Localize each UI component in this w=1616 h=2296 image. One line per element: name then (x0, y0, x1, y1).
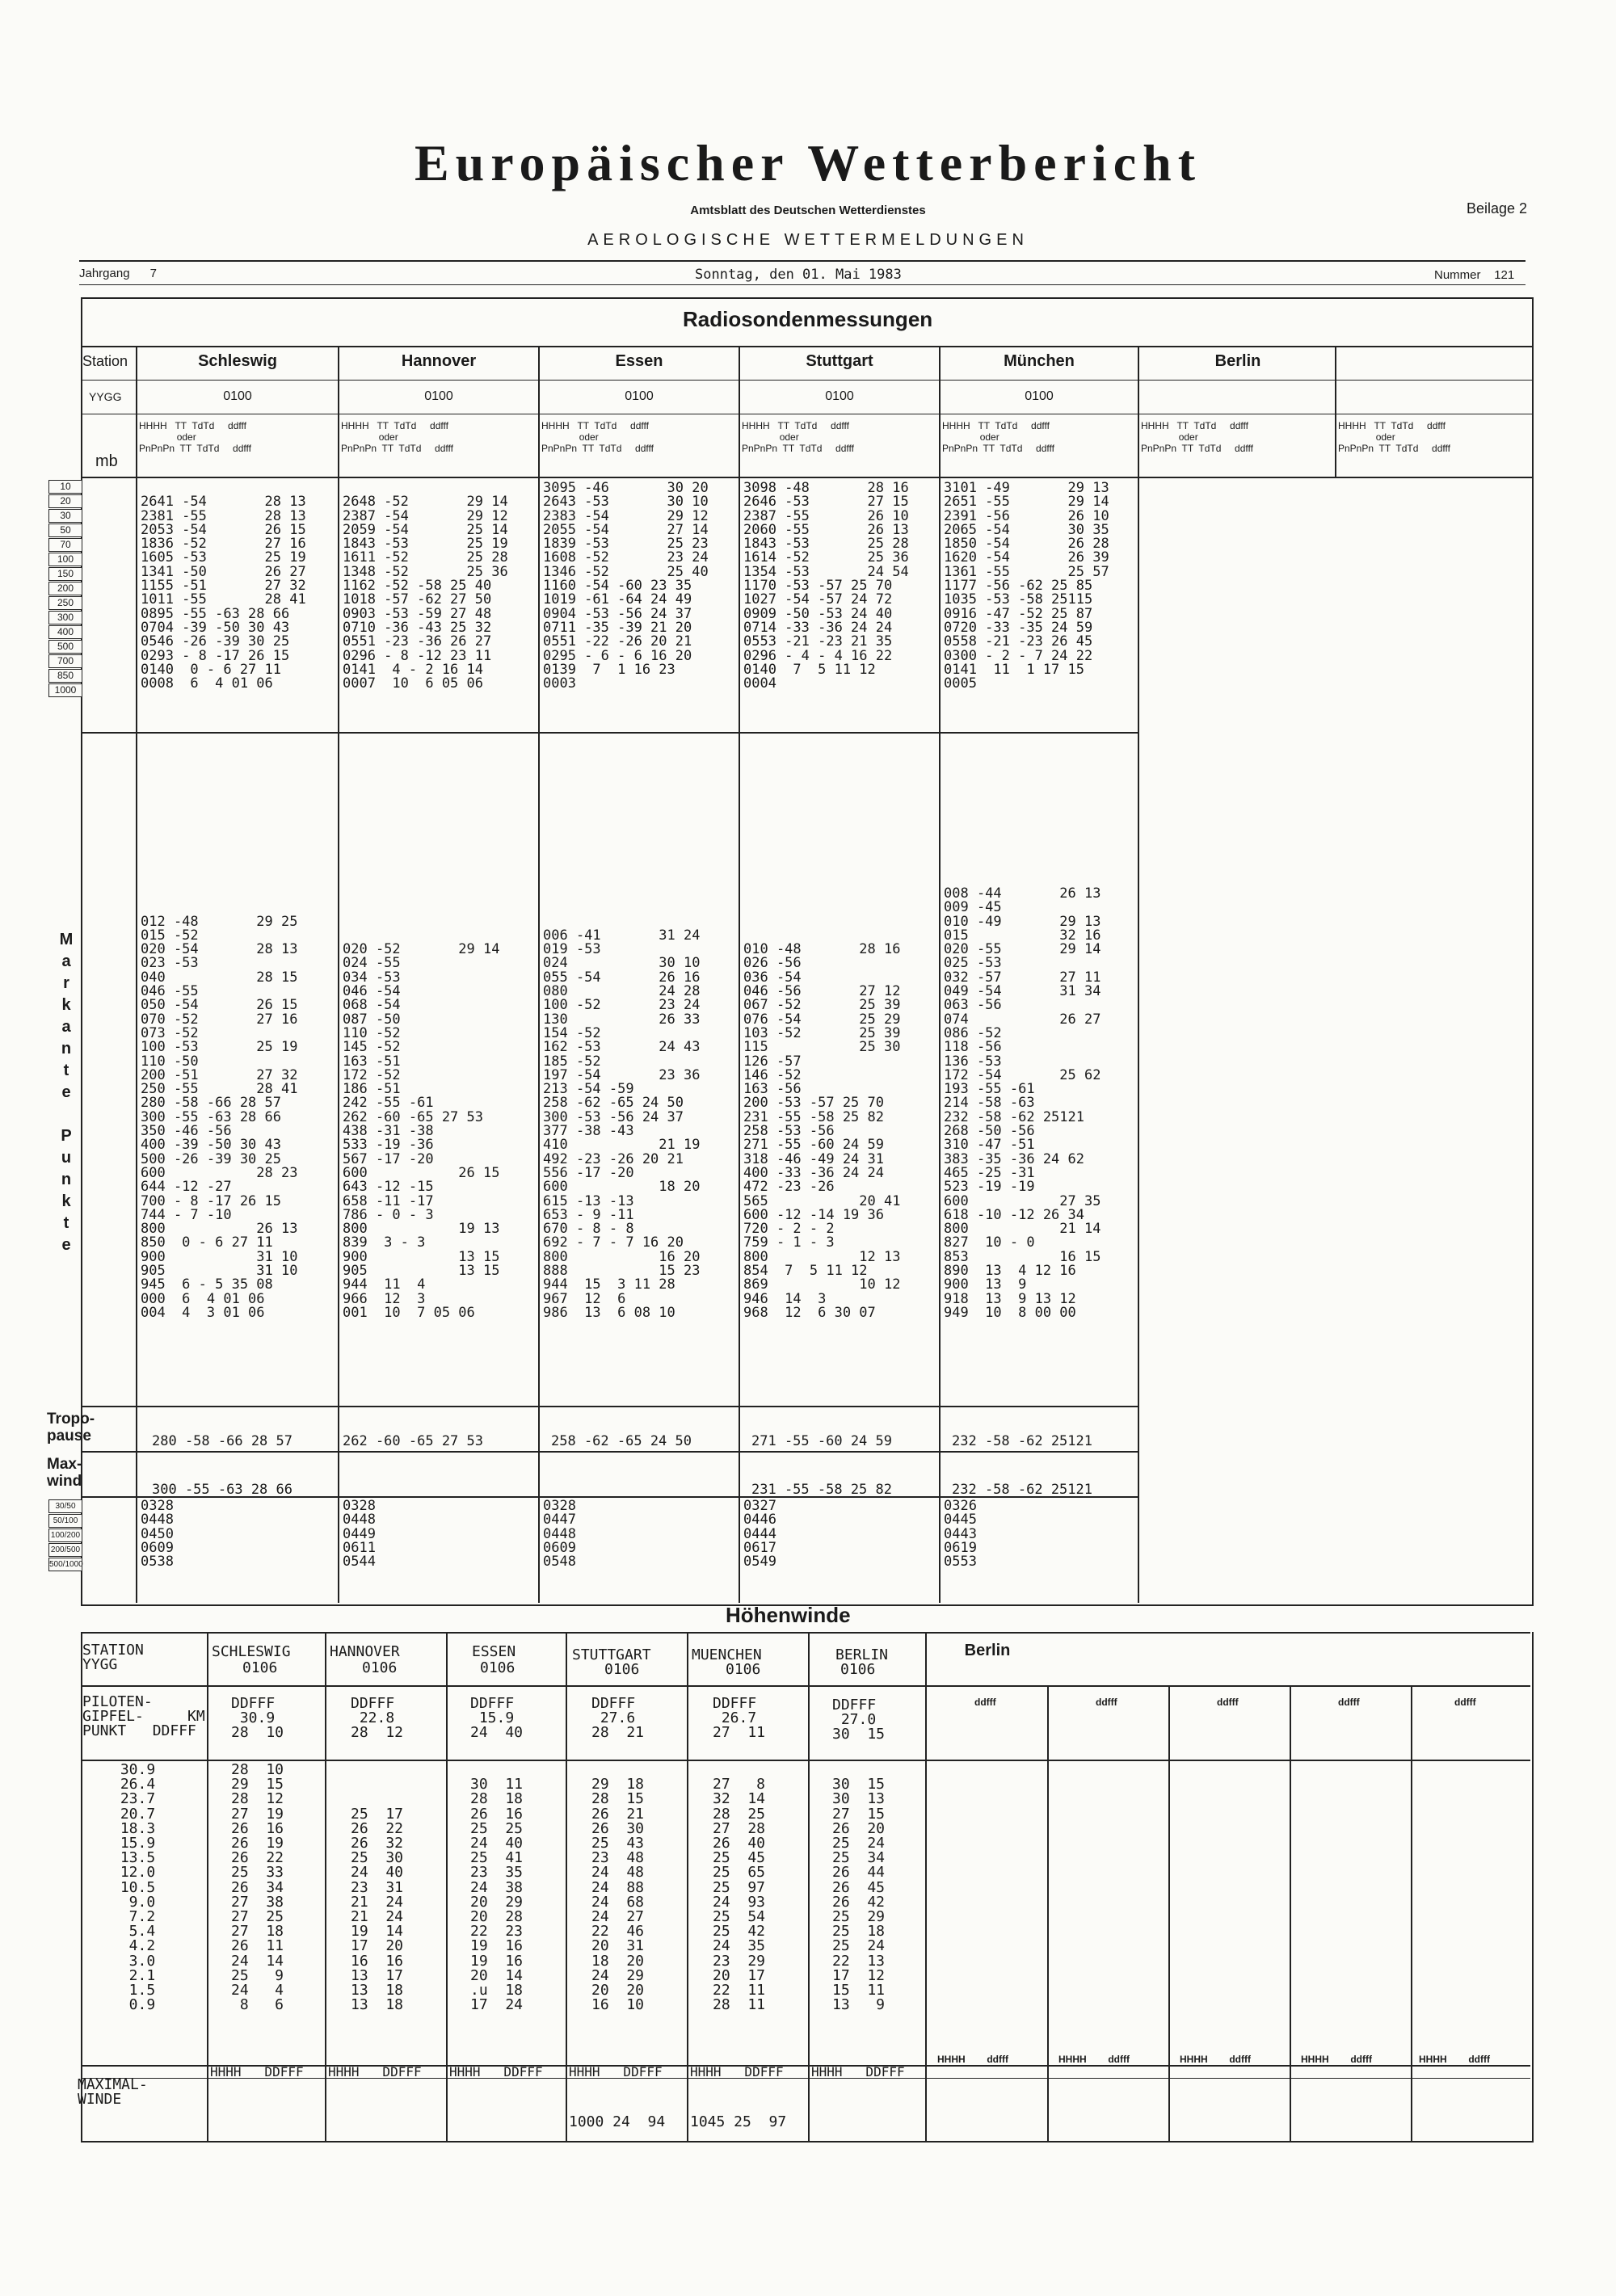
shear-label: 30/50 (48, 1499, 82, 1513)
hw-yygg-muenchen: 0106 (726, 1661, 761, 1678)
hw-berlin-hhhh: HHHH ddfff (1419, 2054, 1490, 2065)
yygg-schleswig: 0100 (223, 389, 252, 403)
shear-label: 200/500 (48, 1543, 82, 1557)
maxwind-schleswig: 300 -55 -63 28 66 (152, 1482, 292, 1498)
mb-level: 250 (48, 596, 82, 610)
hw-yygg-stuttgart: 0106 (604, 1661, 640, 1678)
hw-pilot-stuttgart: DDFFF 27.6 28 21 (591, 1695, 645, 1742)
hw-winds-essen: 30 11 28 18 26 16 25 25 24 40 25 41 23 35 24 38 20 29 20 28 22 23 19 16 19 16 20 14 .u 18 17 24 (470, 1776, 524, 2014)
sig-essen: 006 -41 31 24 019 -53 024 30 10 055 -54 26 16 080 24 28 100 -52 23 24 130 26 33 154 -52 162 -53 24 43 185 -52 197 -54 23 36 213 -54 -59 258 -62 -65 24 50 300 -53 -56 24 37 377 -38 -43 410 21 19 492 -23 -26 20 21 556 -17 -20 600 18 20 615 -13 -13 653 - 9 -11 670 - 8 - 8 692 - 7 - 7 16 20 800 16 20 888 15 23 944 15 3 11 28 967 12 6 986 13 6 08 10 (543, 927, 701, 1321)
hw-station-label: STATION YYGG (82, 1642, 144, 1674)
std-stuttgart: 3098 -48 28 16 2646 -53 27 15 2387 -55 26 10 2060 -55 26 13 1843 -53 25 28 1614 -52 25 36 1354 -53 24 54 1170 -53 -57 25 70 1027 -54 -57 24 72 0909 -50 -53 24 40 0714 -33 -36 24 24 0553 -21 -23 21 35 0296 - 4 - 4 16 22 0140 7 5 11 12 0004 (743, 480, 909, 692)
hw-heights: 30.9 26.4 23.7 20.7 18.3 15.9 13.5 12.0 10.5 9.0 7.2 5.4 4.2 3.0 2.1 1.5 0.9 (120, 1761, 156, 2014)
hw-winds-berlin: 30 15 30 13 27 15 26 20 25 24 25 34 26 44 26 45 26 42 25 29 25 18 25 24 22 13 17 12 15 11 13 9 (832, 1776, 886, 2014)
subtitle: Amtsblatt des Deutschen Wetterdienstes (690, 204, 926, 217)
mb-level: 300 (48, 611, 82, 624)
hw-yygg-hannover: 0106 (362, 1659, 398, 1676)
hw-berlin-ddfff: ddfff (974, 1697, 996, 1708)
std-schleswig: 2641 -54 28 13 2381 -55 28 13 2053 -54 26 15 1836 -52 27 16 1605 -53 25 19 1341 -50 26 27 1155 -51 27 32 1011 -55 28 41 0895 -55 -63 28 66 0704 -39 -50 30 43 0546 -26 -39 30 25 0293 - 8 -17 26 15 0140 0 - 6 27 11 0008 6 4 01 06 (141, 494, 306, 692)
mb-level: 10 (48, 480, 82, 494)
hw-pilot-schleswig: DDFFF 30.9 28 10 (231, 1695, 284, 1742)
shear-schleswig: 0328 0448 0450 0609 0538 (141, 1498, 174, 1571)
mb-level: 200 (48, 582, 82, 595)
hw-berlin-ddfff: ddfff (1096, 1697, 1117, 1708)
tropopause-label: Tropo-pause (47, 1411, 95, 1444)
tropo-muenchen: 232 -58 -62 25121 (952, 1433, 1092, 1449)
std-essen: 3095 -46 30 20 2643 -53 30 10 2383 -54 29 12 2055 -54 27 14 1839 -53 25 23 1608 -52 23 24 1346 -52 25 40 1160 -54 -60 23 35 1019 -61 -64 24 49 0904 -53 -56 24 37 0711 -35 -39 21 20 0551 -22 -26 20 21 0295 - 6 - 6 16 20 0139 7 1 16 23 0003 (543, 480, 709, 692)
hw-pilot-berlin: DDFFF 27.0 30 15 (832, 1697, 886, 1743)
hw-berlin-hhhh: HHHH ddfff (1180, 2054, 1251, 2065)
hw-hhhh-ddfff: HHHH DDFFF (210, 2064, 304, 2079)
col-head-1: HHHH TT TdTd ddfff oder PnPnPn TT TdTd ddfff (139, 420, 251, 454)
hw-berlin-ddfff: ddfff (1454, 1697, 1476, 1708)
col-head-7: HHHH TT TdTd ddfff oder PnPnPn TT TdTd ddfff (1338, 420, 1450, 454)
hw-yygg-schleswig: 0106 (242, 1659, 278, 1676)
col-head-2: HHHH TT TdTd ddfff oder PnPnPn TT TdTd ddfff (341, 420, 453, 454)
station-essen: Essen (615, 352, 663, 370)
shear-label: 100/200 (48, 1529, 82, 1542)
hw-pilot-hannover: DDFFF 22.8 28 12 (351, 1695, 404, 1742)
mb-level: 400 (48, 625, 82, 639)
issue-number: Nummer 121 (1434, 268, 1515, 282)
mb-level: 700 (48, 654, 82, 668)
maxwind-stuttgart: 231 -55 -58 25 82 (751, 1482, 892, 1498)
tropo-schleswig: 280 -58 -66 28 57 (152, 1433, 292, 1449)
mb-level: 1000 (48, 683, 82, 697)
radiosonde-title: Radiosondenmessungen (683, 307, 933, 331)
mb-level: 100 (48, 553, 82, 566)
hw-winds-muenchen: 27 8 32 14 28 25 27 28 26 40 25 45 25 65 25 97 24 93 25 54 25 42 24 35 23 29 20 17 22 11 28 11 (713, 1776, 766, 2014)
issue-date: Sonntag, den 01. Mai 1983 (695, 267, 902, 283)
hw-station-essen: ESSEN (472, 1643, 516, 1660)
page-title: Europäischer Wetterbericht (414, 134, 1202, 191)
hw-piloten-label: PILOTEN- GIPFEL- KM PUNKT DDFFF (82, 1693, 205, 1740)
station-schleswig: Schleswig (198, 352, 277, 370)
hw-berlin-hhhh: HHHH ddfff (1058, 2054, 1130, 2065)
tropo-essen: 258 -62 -65 24 50 (551, 1433, 692, 1449)
std-hannover: 2648 -52 29 14 2387 -54 29 12 2059 -54 25 14 1843 -53 25 19 1611 -52 25 28 1348 -52 25 36 1162 -52 -58 25 40 1018 -57 -62 27 50 0903 -53 -59 27 48 0710 -36 -43 25 32 0551 -23 -36 26 27 0296 - 8 -12 23 11 0141 4 - 2 16 14 0007 10 6 05 06 (343, 494, 508, 692)
hw-maxwinde-label: MAXIMAL- WINDE (78, 2076, 148, 2109)
maxwind-label: Max-wind (47, 1456, 82, 1490)
hw-station-schleswig: SCHLESWIG (212, 1643, 291, 1660)
std-muenchen: 3101 -49 29 13 2651 -55 29 14 2391 -56 26 10 2065 -54 30 35 1850 -54 26 28 1620 -54 26 39 1361 -55 25 57 1177 -56 -62 25 85 1035 -53 -58 25115 0916 -47 -52 25 87 0720 -33 -35 24 59 0558 -21 -23 26 45 0300 - 2 - 7 24 22 0141 11 1 17 15 0005 (944, 480, 1109, 692)
hw-hhhh-ddfff: HHHH DDFFF (690, 2064, 784, 2079)
col-head-5: HHHH TT TdTd ddfff oder PnPnPn TT TdTd ddfff (942, 420, 1054, 454)
yygg-stuttgart: 0100 (825, 389, 854, 403)
station-stuttgart: Stuttgart (806, 352, 873, 370)
station-hannover: Hannover (401, 352, 477, 370)
yygg-hannover: 0100 (424, 389, 453, 403)
hw-max-muenchen: 1045 25 97 (690, 2113, 787, 2130)
col-head-4: HHHH TT TdTd ddfff oder PnPnPn TT TdTd ddfff (742, 420, 854, 454)
yygg-label: YYGG (89, 390, 122, 403)
hw-station-hannover: HANNOVER (330, 1643, 400, 1660)
hw-berlin-ddfff: ddfff (1338, 1697, 1360, 1708)
station-berlin: Berlin (1214, 352, 1261, 370)
section-title: AEROLOGISCHE WETTERMELDUNGEN (587, 231, 1029, 249)
yygg-muenchen: 0100 (1025, 389, 1054, 403)
beilage-label: Beilage 2 (1466, 200, 1527, 217)
shear-stuttgart: 0327 0446 0444 0617 0549 (743, 1498, 776, 1571)
station-muenchen: München (1004, 352, 1075, 370)
col-head-3: HHHH TT TdTd ddfff oder PnPnPn TT TdTd ddfff (541, 420, 654, 454)
sig-stuttgart: 010 -48 28 16 026 -56 036 -54 046 -56 27 12 067 -52 25 39 076 -54 25 29 103 -52 25 39 115 25 30 126 -57 146 -52 163 -56 200 -53 -57 25 70 231 -55 -58 25 82 258 -53 -56 271 -55 -60 24 59 318 -46 -49 24 31 400 -33 -36 24 24 472 -23 -26 565 20 41 600 -12 -14 19 36 720 - 2 - 2 759 - 1 - 3 800 12 13 854 7 5 11 12 869 10 12 946 14 3 968 12 6 30 07 (743, 941, 901, 1321)
hw-berlin-label: Berlin (964, 1642, 1011, 1659)
mb-level: 20 (48, 494, 82, 508)
mb-label: mb (95, 452, 118, 470)
hw-max-stuttgart: 1000 24 94 (569, 2113, 666, 2130)
hw-pilot-essen: DDFFF 15.9 24 40 (470, 1695, 524, 1742)
hw-yygg-berlin: 0106 (840, 1661, 876, 1678)
hw-winds-schleswig: 28 10 29 15 28 12 27 19 26 16 26 19 26 22 25 33 26 34 27 38 27 25 27 18 26 11 24 14 25 9 24 4 8 6 (231, 1761, 284, 2014)
shear-muenchen: 0326 0445 0443 0619 0553 (944, 1498, 977, 1571)
sig-muenchen: 008 -44 26 13 009 -45 010 -49 29 13 015 32 16 020 -55 29 14 025 -53 032 -57 27 11 049 -54 31 34 063 -56 074 26 27 086 -52 118 -56 136 -53 172 -54 25 62 193 -55 -61 214 -58 -63 232 -58 -62 25121 268 -50 -56 310 -47 -51 383 -35 -36 24 62 465 -25 -31 523 -19 -19 600 27 35 618 -10 -12 26 34 800 21 14 827 10 - 0 853 16 15 890 13 4 12 16 900 13 9 918 13 9 13 12 949 10 8 00 00 (944, 885, 1101, 1321)
hw-hhhh-ddfff: HHHH DDFFF (569, 2064, 663, 2079)
sig-schleswig: 012 -48 29 25 015 -52 020 -54 28 13 023 -53 040 28 15 046 -55 050 -54 26 15 070 -52 27 16 073 -52 100 -53 25 19 110 -50 200 -51 27 32 250 -55 28 41 280 -58 -66 28 57 300 -55 -63 28 66 350 -46 -56 400 -39 -50 30 43 500 -26 -39 30 25 600 28 23 644 -12 -27 700 - 8 -17 26 15 744 - 7 -10 800 26 13 850 0 - 6 27 11 900 31 10 905 31 10 945 6 - 5 35 08 000 6 4 01 06 004 4 3 01 06 (141, 913, 298, 1321)
hw-berlin-hhhh: HHHH ddfff (937, 2054, 1008, 2065)
mb-level: 50 (48, 524, 82, 537)
mb-level: 850 (48, 669, 82, 683)
tropo-hannover: 262 -60 -65 27 53 (343, 1433, 483, 1449)
hw-pilot-muenchen: DDFFF 26.7 27 11 (713, 1695, 766, 1742)
sig-hannover: 020 -52 29 14 024 -55 034 -53 046 -54 068 -54 087 -50 110 -52 145 -52 163 -51 172 -52 186 -51 242 -55 -61 262 -60 -65 27 53 438 -31 -38 533 -19 -36 567 -17 -20 600 26 15 643 -12 -15 658 -11 -17 786 - 0 - 3 800 19 13 839 3 - 3 900 13 15 905 13 15 944 11 4 966 12 3 001 10 7 05 06 (343, 941, 500, 1321)
hw-berlin-ddfff: ddfff (1217, 1697, 1239, 1708)
hw-winds-stuttgart: 29 18 28 15 26 21 26 30 25 43 23 48 24 48 24 88 24 68 24 27 22 46 20 31 18 20 24 29 20 20 16 10 (591, 1776, 645, 2014)
yygg-essen: 0100 (625, 389, 654, 403)
mb-level: 70 (48, 538, 82, 552)
shear-essen: 0328 0447 0448 0609 0548 (543, 1498, 576, 1571)
shear-hannover: 0328 0448 0449 0611 0544 (343, 1498, 376, 1571)
mb-level: 500 (48, 640, 82, 654)
hw-station-berlin: BERLIN (835, 1646, 889, 1663)
hw-yygg-essen: 0106 (480, 1659, 516, 1676)
station-label: Station (82, 353, 128, 369)
mb-level: 30 (48, 509, 82, 523)
shear-label: 50/100 (48, 1514, 82, 1528)
tropo-stuttgart: 271 -55 -60 24 59 (751, 1433, 892, 1449)
hw-station-muenchen: MUENCHEN (692, 1646, 762, 1663)
col-head-6: HHHH TT TdTd ddfff oder PnPnPn TT TdTd ddfff (1141, 420, 1253, 454)
mb-level: 150 (48, 567, 82, 581)
maxwind-muenchen: 232 -58 -62 25121 (952, 1482, 1092, 1498)
markante-punkte-label: M a r k a n t e P u n k t e (59, 931, 74, 1254)
hw-berlin-hhhh: HHHH ddfff (1301, 2054, 1372, 2065)
hoehenwinde-title: Höhenwinde (726, 1603, 851, 1627)
hw-station-stuttgart: STUTTGART (572, 1646, 651, 1663)
hw-hhhh-ddfff: HHHH DDFFF (811, 2064, 905, 2079)
shear-label: 500/1000 (48, 1558, 82, 1571)
hw-winds-hannover: 25 17 26 22 26 32 25 30 24 40 23 31 21 24 21 24 19 14 17 20 16 16 13 17 13 18 13 18 (351, 1805, 404, 2014)
hw-hhhh-ddfff: HHHH DDFFF (449, 2064, 543, 2079)
jahrgang: Jahrgang 7 (79, 267, 157, 280)
hw-hhhh-ddfff: HHHH DDFFF (328, 2064, 422, 2079)
